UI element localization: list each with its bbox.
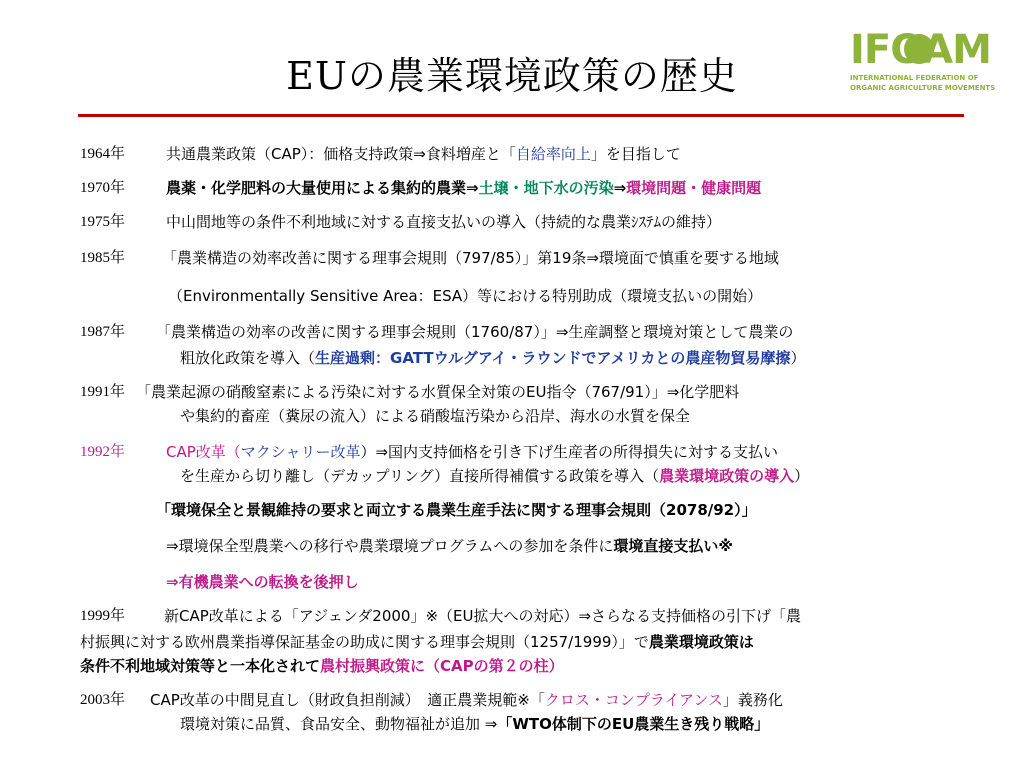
entry-1964 <box>166 144 681 164</box>
entry-1985-line2: （Environmentally Sensitive Area：ESA）等における特別助成（環境支払いの開始） <box>168 287 763 305</box>
entry-1999-line2 <box>80 632 754 652</box>
entry-1985: 「農業構造の効率改善に関する理事会規則（797/85）」第19条⇒環境面で慎重を要する地域 <box>162 249 779 267</box>
entry-2003-text-end: 」義務化 <box>722 691 783 709</box>
entry-1992-regulation: 「環境保全と景観維持の要求と両立する農業生産手法に関する理事会規則（2078/92）」 <box>156 501 757 519</box>
entry-1992-line2 <box>180 466 809 486</box>
entry-2003-cross-compliance: クロス・コンプライアンス <box>544 691 723 709</box>
entry-1970-problems: 環境問題・健康問題 <box>626 179 762 197</box>
entry-1992-cap: CAP改革（ <box>166 443 241 461</box>
entry-1987-overproduction: 生産過剰：GATTウルグアイ・ラウンドでアメリカとの農産物貿易摩擦 <box>315 349 791 367</box>
year-1991: 1991年 <box>80 384 126 400</box>
entry-1970-text: 農薬・化学肥料の大量使用による集約的農業⇒ <box>166 179 479 197</box>
entry-1992 <box>166 442 778 462</box>
entry-1991-line2: や集約的畜産（糞尿の流入）による硝酸塩汚染から沿岸、海水の水質を保全 <box>180 407 691 425</box>
entry-1999: 新CAP改革による「アジェンダ2000」※（EU拡大への対応）⇒さらなる支持価格の引下げ「農 <box>164 607 802 625</box>
year-2003: 2003年 <box>80 692 126 708</box>
logo-subtitle-line2: ORGANIC AGRICULTURE MOVEMENTS <box>850 84 996 92</box>
entry-1992-direct-payment: 環境直接支払い※ <box>613 537 734 555</box>
entry-1992-line2-end: ） <box>794 467 810 485</box>
entry-1987-line2-end: ） <box>790 349 806 367</box>
logo-wordmark: IFOAM <box>850 27 991 73</box>
entry-1992-line2-text: を生産から切り離し（デカップリング）直接所得補償する政策を導入（ <box>180 467 660 485</box>
entry-1964-text: 共通農業政策（CAP）：価格支持政策⇒食料増産と「 <box>166 145 516 163</box>
year-1964: 1964年 <box>80 146 126 162</box>
entry-1992-agri-env-policy: 農業環境政策の導入 <box>659 467 795 485</box>
entry-1992-organic: ⇒有機農業への転換を後押し <box>166 573 359 591</box>
entry-1987-line2 <box>180 348 805 368</box>
year-1987: 1987年 <box>80 324 126 340</box>
year-1999: 1999年 <box>80 608 126 624</box>
entry-1970-pollution: 土壌・地下水の汚染 <box>478 179 614 197</box>
entry-2003-line2-text: 環境対策に品質、食品安全、動物福祉が追加 ⇒ <box>180 715 498 733</box>
entry-1992-line4-text: ⇒環境保全型農業への移行や農業環境プログラムへの参加を条件に <box>166 537 614 555</box>
year-1992: 1992年 <box>80 444 126 460</box>
logo-subtitle-line1: INTERNATIONAL FEDERATION OF <box>850 74 979 82</box>
ifoam-logo <box>850 28 1000 98</box>
entry-1999-rural-dev: 農村振興政策に（CAPの第２の柱） <box>320 657 564 675</box>
entry-1999-agri-env: 農業環境政策は <box>648 633 754 651</box>
entry-1970 <box>166 178 761 198</box>
entry-2003-wto-strategy: 「WTO体制下のEU農業生き残り戦略」 <box>497 715 770 733</box>
entry-1999-line2-text: 村振興に対する欧州農業指導保証基金の助成に関する理事会規則（1257/1999）」で <box>80 633 649 651</box>
entry-1964-highlight: 自給率向上 <box>515 145 591 163</box>
entry-1987-line2-text: 粗放化政策を導入（ <box>180 349 316 367</box>
entry-1999-line3-text: 条件不利地域対策等と一本化されて <box>80 657 321 675</box>
entry-1975: 中山間地等の条件不利地域に対する直接支払いの導入（持続的な農業ｼｽﾃﾑの維持） <box>166 213 722 231</box>
entry-1991: 「農業起源の硝酸窒素による汚染に対する水質保全対策のEU指令（767/91）」⇒化学肥料 <box>136 383 740 401</box>
year-1970: 1970年 <box>80 180 126 196</box>
year-1975: 1975年 <box>80 214 126 230</box>
page-title: EUの農業環境政策の歴史 <box>286 54 738 98</box>
entry-1992-text: ）⇒国内支持価格を引き下げ生産者の所得損失に対する支払い <box>360 443 779 461</box>
entry-1964-text-end: 」を目指して <box>590 145 681 163</box>
entry-1970-arrow: ⇒ <box>613 179 627 197</box>
entry-1992-line4 <box>166 536 733 556</box>
entry-1999-line3 <box>80 656 564 676</box>
year-1985: 1985年 <box>80 250 126 266</box>
title-divider <box>78 114 964 117</box>
entry-2003-line2 <box>180 714 769 734</box>
entry-1987: 「農業構造の効率の改善に関する理事会規則（1760/87）」⇒生産調整と環境対策として農業の <box>156 323 794 341</box>
entry-2003-text: CAP改革の中間見直し（財政負担削減） 適正農業規範※「 <box>150 691 545 709</box>
entry-1992-macsharry: マクシャリー改革 <box>240 443 361 461</box>
entry-2003 <box>150 690 783 710</box>
